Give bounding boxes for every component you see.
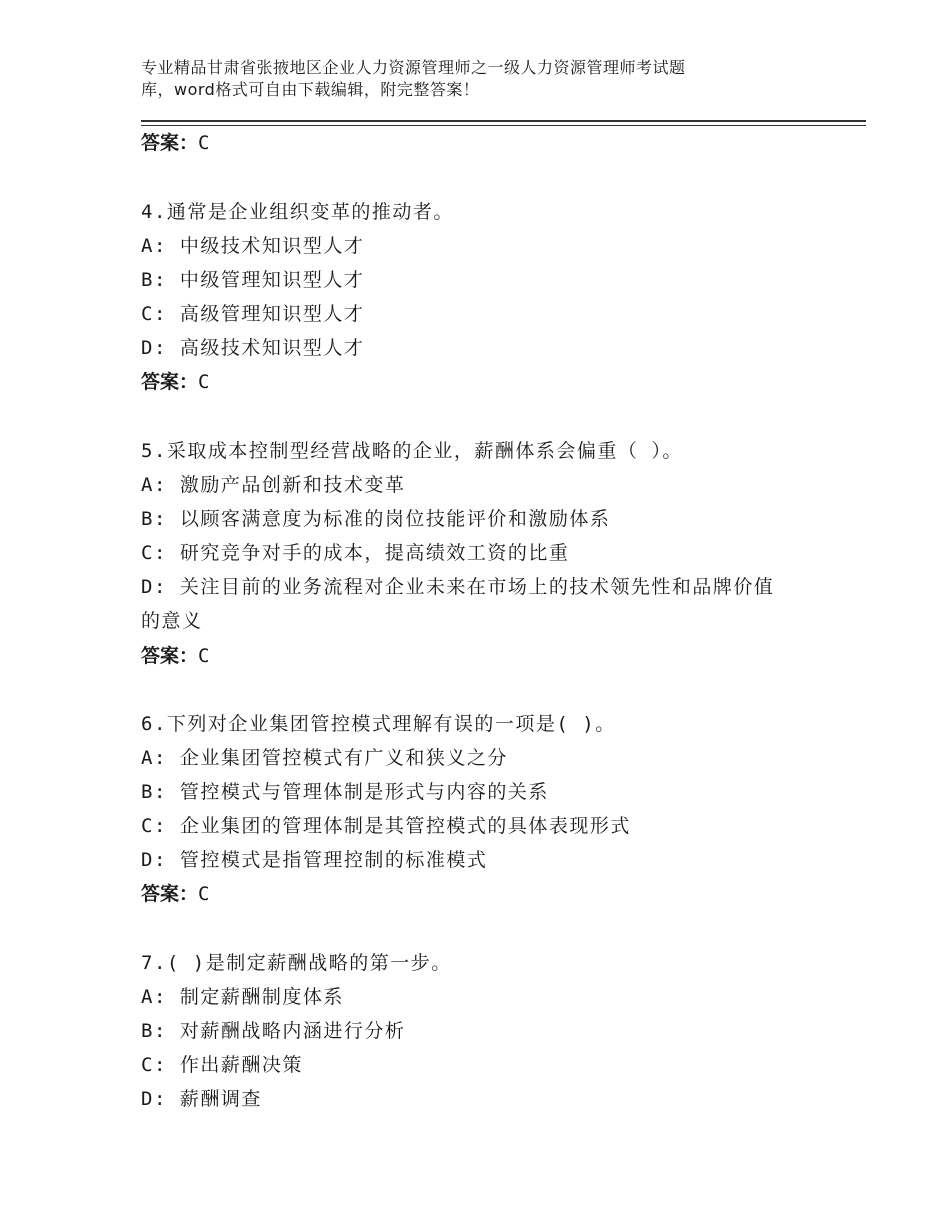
answer-line bbox=[141, 131, 209, 155]
option-d: D: 管控模式是指管理控制的标准模式 bbox=[141, 849, 488, 871]
option-a: A: 中级技术知识型人才 bbox=[141, 235, 365, 257]
answer-label: 答案： bbox=[141, 883, 199, 905]
option-b: B: 对薪酬战略内涵进行分析 bbox=[141, 1020, 406, 1042]
option-d: D: 关注目前的业务流程对企业未来在市场上的技术领先性和品牌价值 bbox=[141, 576, 775, 598]
answer-line bbox=[141, 644, 209, 668]
answer-label: 答案： bbox=[141, 132, 199, 154]
answer-value: C bbox=[198, 132, 210, 154]
option-d: D: 高级技术知识型人才 bbox=[141, 337, 365, 359]
option-c: C: 研究竞争对手的成本，提高绩效工资的比重 bbox=[141, 542, 570, 564]
option-c: C: 企业集团的管理体制是其管控模式的具体表现形式 bbox=[141, 815, 631, 837]
answer-label: 答案： bbox=[141, 645, 199, 667]
answer-line bbox=[141, 370, 209, 394]
question-stem: 6.下列对企业集团管控模式理解有误的一项是( )。 bbox=[141, 713, 616, 735]
answer-line bbox=[141, 882, 209, 906]
option-a: A: 企业集团管控模式有广义和狭义之分 bbox=[141, 747, 508, 769]
option-b: B: 以顾客满意度为标准的岗位技能评价和激励体系 bbox=[141, 508, 611, 530]
answer-value: C bbox=[198, 883, 210, 905]
answer-value: C bbox=[198, 645, 210, 667]
header-rule-thick bbox=[141, 120, 866, 122]
header-line-1: 专业精品甘肃省张掖地区企业人力资源管理师之一级人力资源管理师考试题 bbox=[141, 58, 686, 77]
question-stem: 7.( )是制定薪酬战略的第一步。 bbox=[141, 952, 452, 974]
answer-value: C bbox=[198, 371, 210, 393]
option-a: A: 制定薪酬制度体系 bbox=[141, 986, 344, 1008]
option-a: A: 激励产品创新和技术变革 bbox=[141, 474, 406, 496]
option-d: D: 薪酬调查 bbox=[141, 1088, 262, 1110]
option-d-continued: 的意义 bbox=[141, 610, 203, 632]
document-header bbox=[141, 57, 781, 101]
question-stem: 4.通常是企业组织变革的推动者。 bbox=[141, 201, 454, 223]
question-stem: 5.采取成本控制型经营战略的企业，薪酬体系会偏重（ ）。 bbox=[141, 440, 683, 462]
option-b: B: 中级管理知识型人才 bbox=[141, 269, 365, 291]
option-c: C: 作出薪酬决策 bbox=[141, 1054, 303, 1076]
header-rule-thin bbox=[141, 125, 866, 126]
answer-label: 答案： bbox=[141, 371, 199, 393]
option-c: C: 高级管理知识型人才 bbox=[141, 303, 365, 325]
header-line-2: 库，word格式可自由下载编辑，附完整答案！ bbox=[141, 80, 480, 99]
option-b: B: 管控模式与管理体制是形式与内容的关系 bbox=[141, 781, 549, 803]
